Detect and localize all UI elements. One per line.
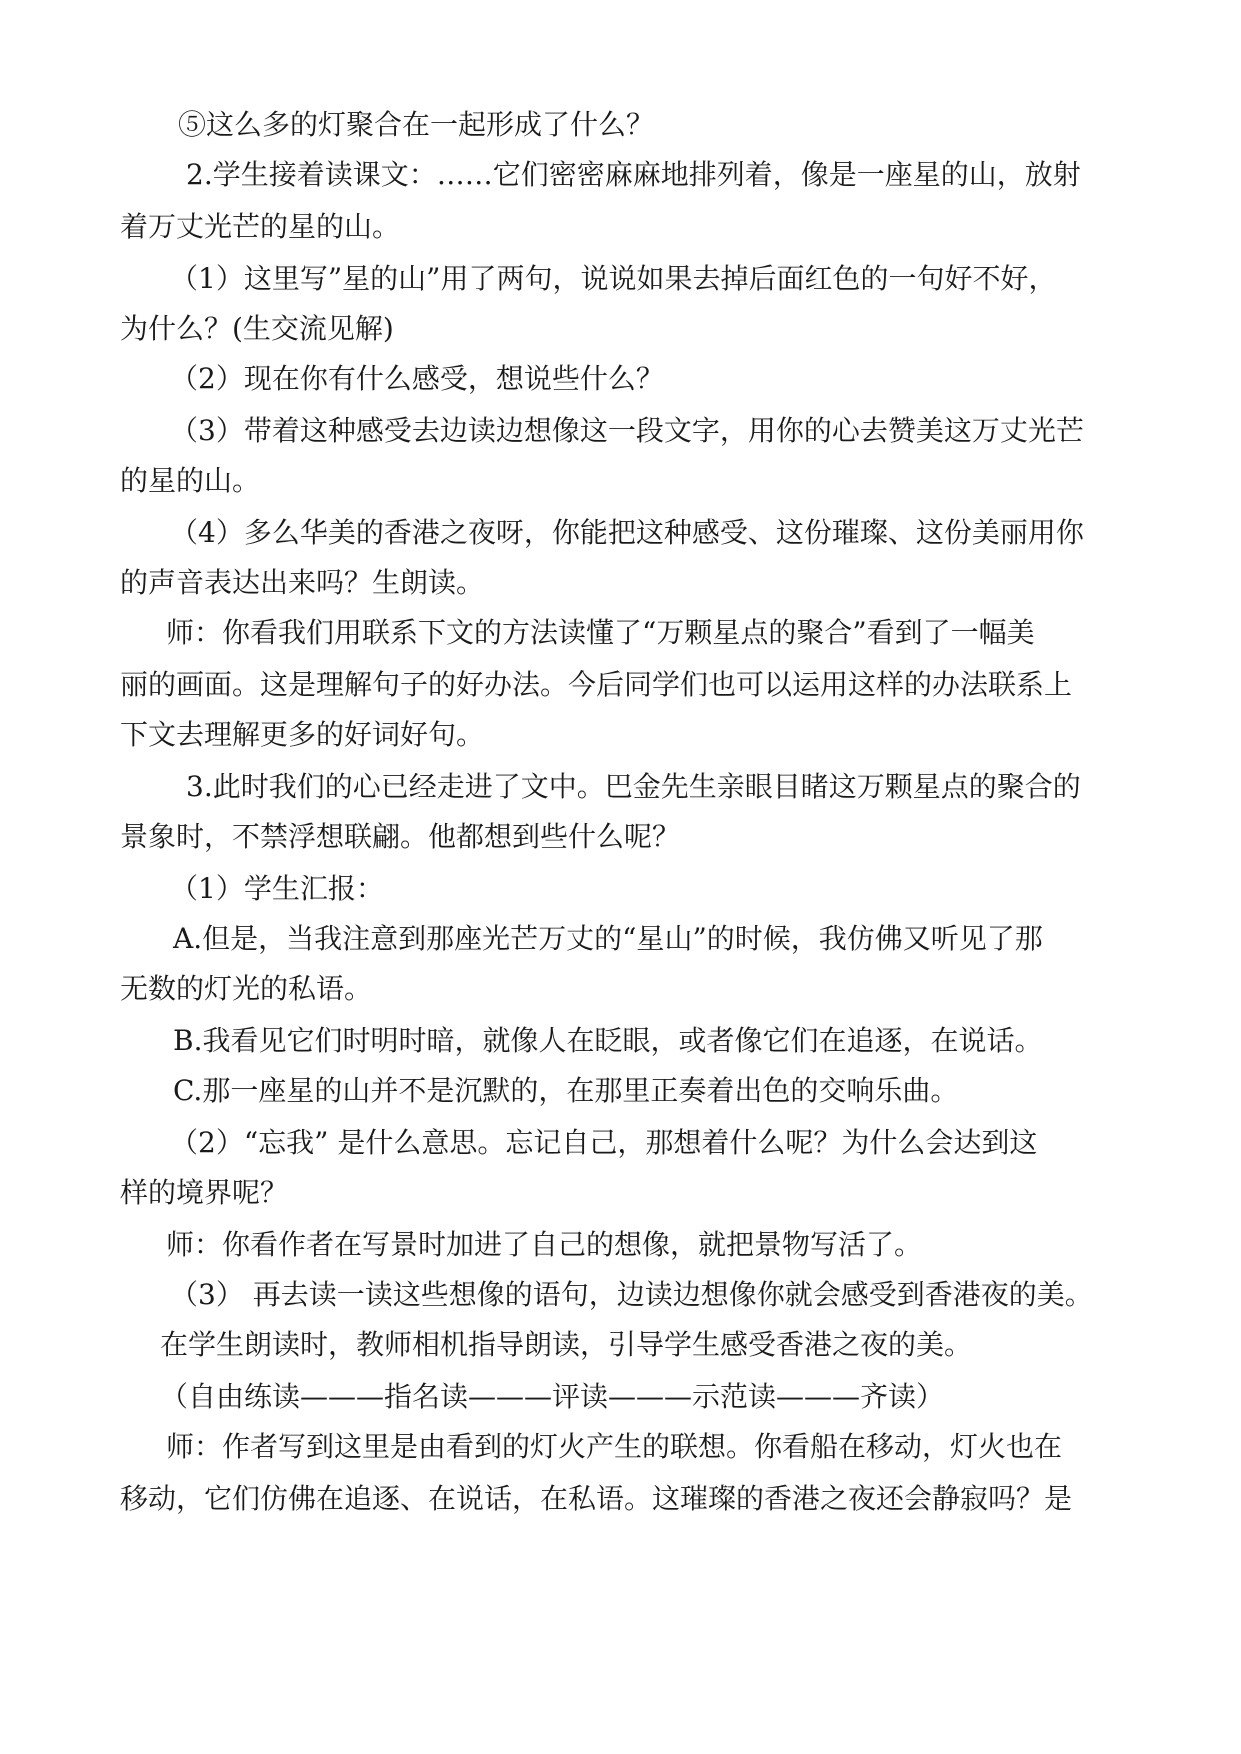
text-line: 样的境界呢？ <box>120 1176 289 1209</box>
text-line: 着万丈光芒的星的山。 <box>120 210 401 243</box>
text-line: 在学生朗读时，教师相机指导朗读，引导学生感受香港之夜的美。 <box>160 1328 973 1361</box>
text-line: （自由练读———指名读———评读———示范读———齐读） <box>160 1380 945 1413</box>
text-line: 丽的画面。这是理解句子的好办法。今后同学们也可以运用这样的办法联系上 <box>120 668 1073 701</box>
text-line: ⑤这么多的灯聚合在一起形成了什么？ <box>178 108 655 141</box>
text-line: 下文去理解更多的好词好句。 <box>120 718 485 751</box>
text-line: 的声音表达出来吗？生朗读。 <box>120 566 485 599</box>
text-line: 师：你看我们用联系下文的方法读懂了“万颗星点的聚合”看到了一幅美 <box>166 616 1035 649</box>
text-line: 师：你看作者在写景时加进了自己的想像，就把景物写活了。 <box>166 1228 923 1261</box>
text-line: 为什么？(生交流见解) <box>120 312 394 345</box>
text-line: （2）现在你有什么感受，想说些什么？ <box>170 362 664 395</box>
text-line: 景象时，不禁浮想联翩。他都想到些什么呢？ <box>120 820 681 853</box>
text-line: 的星的山。 <box>120 464 261 497</box>
text-line: （4）多么华美的香港之夜呀，你能把这种感受、这份璀璨、这份美丽用你 <box>170 516 1084 549</box>
text-line: C.那一座星的山并不是沉默的，在那里正奏着出色的交响乐曲。 <box>173 1074 959 1107</box>
text-line: （3） 再去读一读这些想像的语句，边读边想像你就会感受到香港夜的美。 <box>170 1278 1093 1311</box>
text-line: A.但是，当我注意到那座光芒万丈的“星山”的时候，我仿佛又听见了那 <box>173 922 1043 955</box>
text-line: 移动，它们仿佛在追逐、在说话，在私语。这璀璨的香港之夜还会静寂吗？是 <box>120 1482 1073 1515</box>
text-line: 3.此时我们的心已经走进了文中。巴金先生亲眼目睹这万颗星点的聚合的 <box>186 770 1081 803</box>
text-line: （2）“忘我” 是什么意思。忘记自己，那想着什么呢？为什么会达到这 <box>170 1126 1038 1159</box>
text-line: B.我看见它们时明时暗，就像人在眨眼，或者像它们在追逐，在说话。 <box>173 1024 1043 1057</box>
text-line: 2.学生接着读课文：……它们密密麻麻地排列着，像是一座星的山，放射 <box>186 158 1081 191</box>
text-line: （1）这里写”星的山”用了两句，说说如果去掉后面红色的一句好不好， <box>170 262 1057 295</box>
text-line: 无数的灯光的私语。 <box>120 972 373 1005</box>
text-line: 师：作者写到这里是由看到的灯火产生的联想。你看船在移动，灯火也在 <box>166 1430 1063 1463</box>
text-line: （1）学生汇报： <box>170 872 384 905</box>
text-line: （3）带着这种感受去边读边想像这一段文字，用你的心去赞美这万丈光芒 <box>170 414 1084 447</box>
